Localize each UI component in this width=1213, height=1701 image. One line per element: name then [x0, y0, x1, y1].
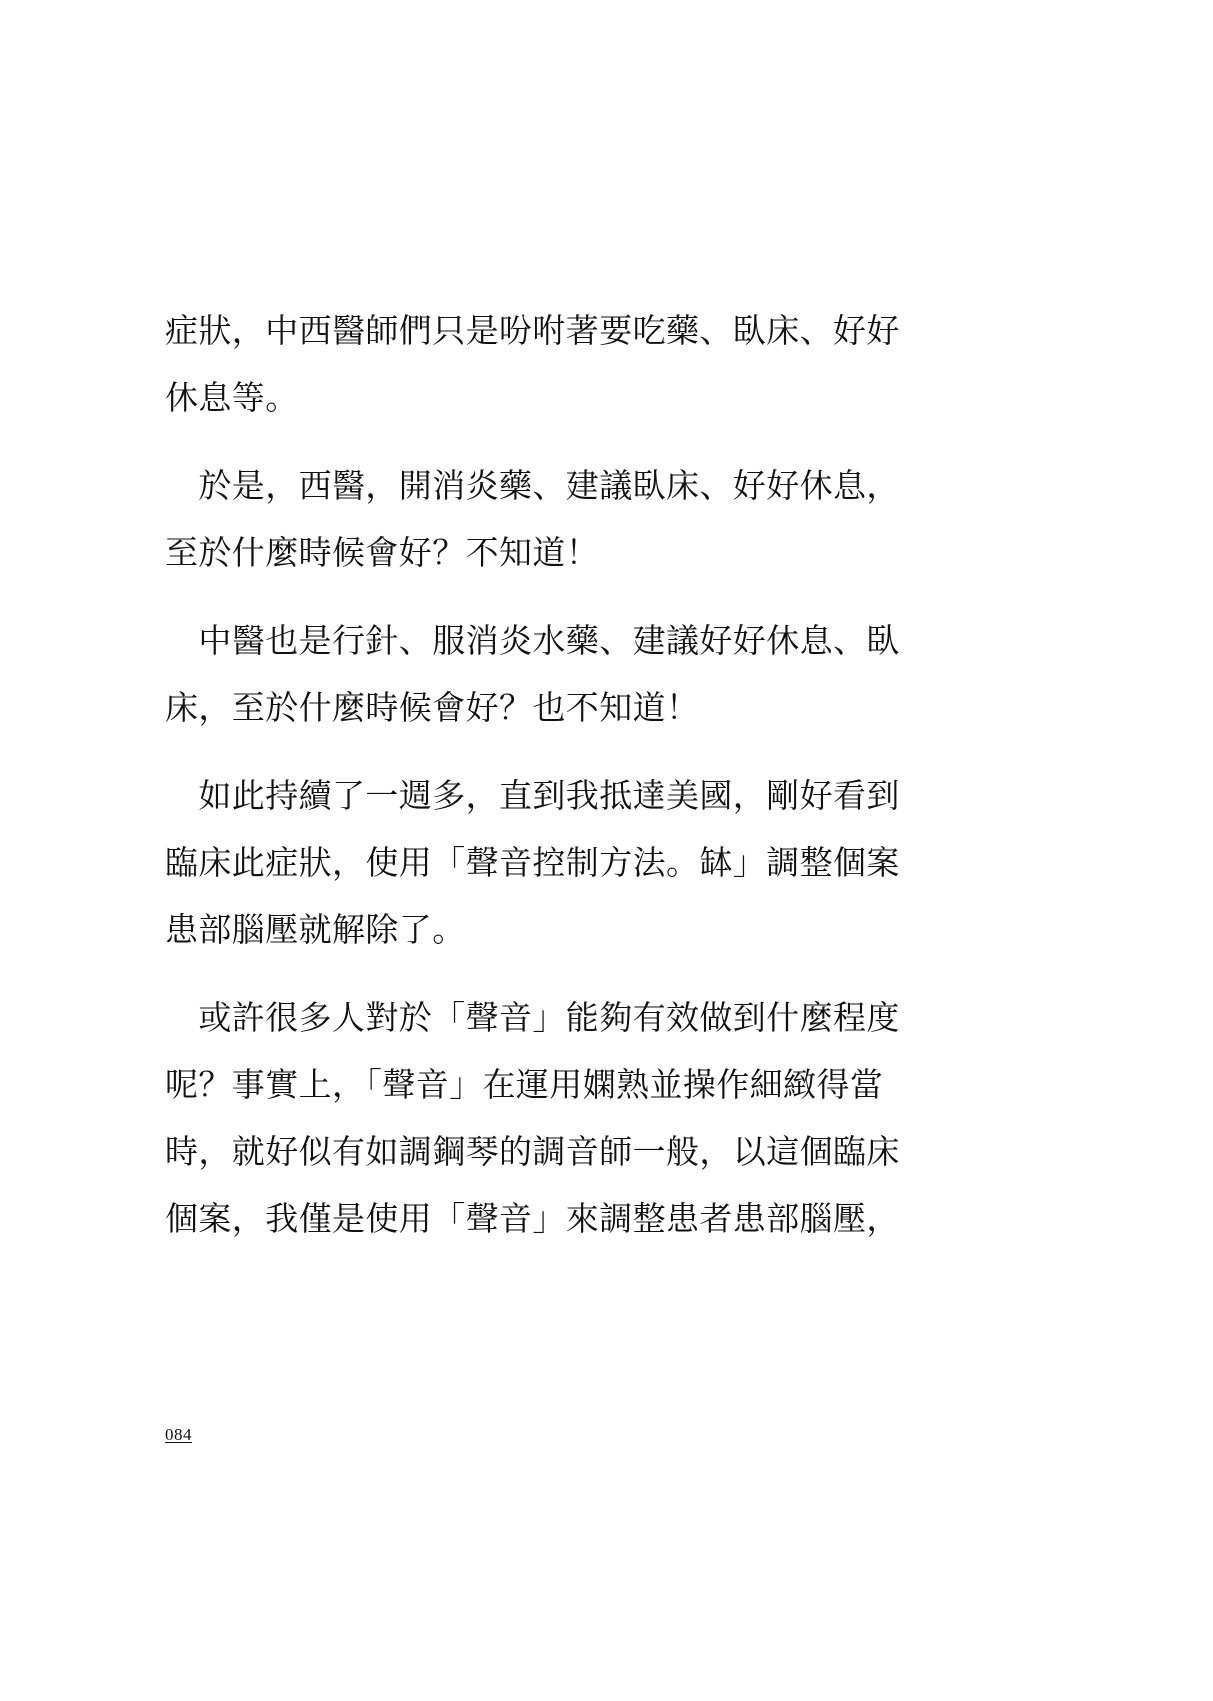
text-line: 床，至於什麼時候會好？也不知道！ [165, 688, 700, 727]
text-line: 患部腦壓就解除了。 [165, 910, 466, 949]
text-line: 症狀，中西醫師們只是吩咐著要吃藥、臥床、好好 [165, 311, 900, 350]
text-line: 個案，我僅是使用「聲音」來調整患者患部腦壓， [165, 1199, 900, 1238]
body-text [165, 297, 905, 1273]
text-line: 至於什麼時候會好？不知道！ [165, 533, 600, 572]
text-line: 如此持續了一週多，直到我抵達美國，剛好看到 [198, 776, 900, 815]
text-line: 呢？事實上，「聲音」在運用嫻熟並操作細緻得當 [165, 1065, 884, 1104]
text-line: 休息等。 [165, 378, 299, 417]
page-number: 084 [165, 1425, 192, 1444]
paragraph [165, 762, 905, 963]
text-line: 中醫也是行針、服消炎水藥、建議好好休息、臥 [198, 621, 900, 660]
text-line: 時，就好似有如調鋼琴的調音師一般，以這個臨床 [165, 1132, 900, 1171]
text-line: 或許很多人對於「聲音」能夠有效做到什麼程度 [198, 998, 900, 1037]
paragraph [165, 297, 905, 431]
paragraph [165, 452, 905, 586]
paragraph [165, 984, 905, 1252]
paragraph [165, 607, 905, 741]
text-line: 臨床此症狀，使用「聲音控制方法。缽」調整個案 [165, 843, 900, 882]
text-line: 於是，西醫，開消炎藥、建議臥床、好好休息， [198, 466, 900, 505]
